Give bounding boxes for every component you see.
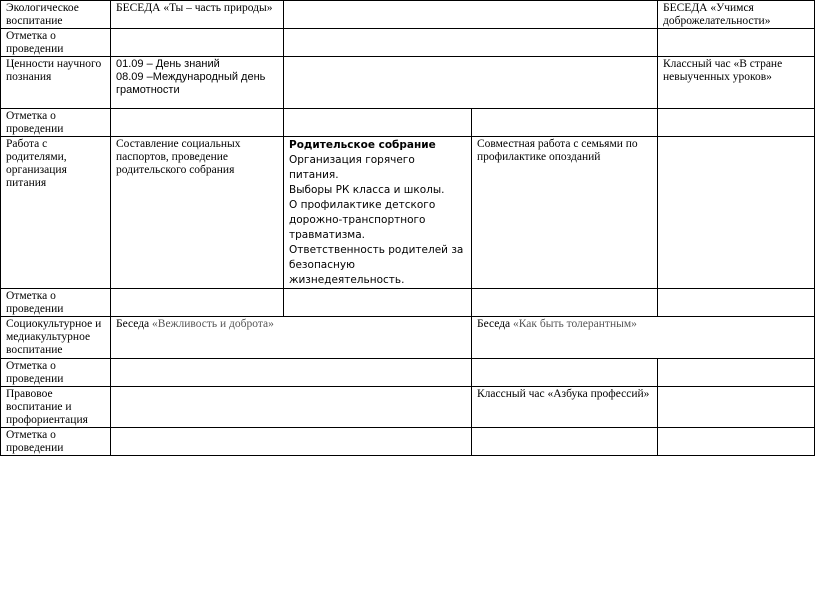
cell-empty — [658, 289, 815, 317]
table-row — [1, 428, 815, 456]
cell-empty — [111, 387, 472, 428]
cell-empty — [284, 29, 658, 57]
cell-empty — [472, 428, 658, 456]
row-label: Экологическое воспитание — [1, 1, 111, 29]
table-row — [1, 1, 815, 29]
cell-empty — [658, 29, 815, 57]
cell-empty — [284, 1, 658, 29]
cell-empty — [111, 289, 284, 317]
cell-empty — [111, 359, 472, 387]
activity-line: 08.09 –Международный день грамотности — [116, 71, 266, 96]
activity-topic: «Вежливость и доброта» — [152, 318, 274, 330]
cell-activity: Совместная работа с семьями по профилактике опозданий — [472, 137, 658, 289]
row-label: Отметка о проведении — [1, 289, 111, 317]
table-row — [1, 317, 815, 359]
meeting-topic: Организация горячего питания. — [289, 154, 415, 181]
activity-type: Беседа — [116, 318, 150, 330]
table-row — [1, 387, 815, 428]
row-label: Социокультурное и медиакультурное воспитание — [1, 317, 111, 359]
meeting-title: Родительское собрание — [289, 139, 436, 151]
cell-empty — [658, 137, 815, 289]
cell-activity: Классный час «В стране невыученных уроков» — [658, 57, 815, 109]
table-row — [1, 29, 815, 57]
row-label: Отметка о проведении — [1, 359, 111, 387]
table-row — [1, 359, 815, 387]
row-label: Отметка о проведении — [1, 29, 111, 57]
cell-empty — [472, 109, 658, 137]
cell-empty — [472, 359, 658, 387]
row-label: Работа с родителями, организация питания — [1, 137, 111, 289]
meeting-topic: Ответственность родителей за безопасную жизнедеятельность. — [289, 244, 464, 286]
row-label: Отметка о проведении — [1, 109, 111, 137]
cell-empty — [111, 29, 284, 57]
cell-empty — [284, 57, 658, 109]
row-label: Правовое воспитание и профориентация — [1, 387, 111, 428]
activity-topic: «Как быть толерантным» — [513, 318, 637, 330]
cell-empty — [658, 109, 815, 137]
cell-activity — [472, 317, 815, 359]
cell-empty — [658, 428, 815, 456]
cell-empty — [284, 289, 472, 317]
cell-empty — [658, 359, 815, 387]
cell-empty — [284, 109, 472, 137]
cell-activity: БЕСЕДА «Учимся доброжелательности» — [658, 1, 815, 29]
table-row — [1, 289, 815, 317]
table-row — [1, 137, 815, 289]
table-row — [1, 109, 815, 137]
cell-empty — [472, 289, 658, 317]
activity-line: 01.09 – День знаний — [116, 58, 220, 70]
cell-empty — [658, 387, 815, 428]
cell-activity: БЕСЕДА «Ты – часть природы» — [111, 1, 284, 29]
row-label: Отметка о проведении — [1, 428, 111, 456]
meeting-topic: Выборы РК класса и школы. — [289, 184, 445, 196]
cell-activity: Классный час «Азбука профессий» — [472, 387, 658, 428]
cell-empty — [111, 109, 284, 137]
cell-activity: Составление социальных паспортов, проведение родительского собрания — [111, 137, 284, 289]
row-label: Ценности научного познания — [1, 57, 111, 109]
cell-empty — [111, 428, 472, 456]
activity-type: Беседа — [477, 318, 511, 330]
cell-activity — [284, 137, 472, 289]
cell-activity — [111, 57, 284, 109]
cell-activity — [111, 317, 472, 359]
meeting-topic: О профилактике детского дорожно-транспортного травматизма. — [289, 199, 436, 241]
table-row — [1, 57, 815, 109]
